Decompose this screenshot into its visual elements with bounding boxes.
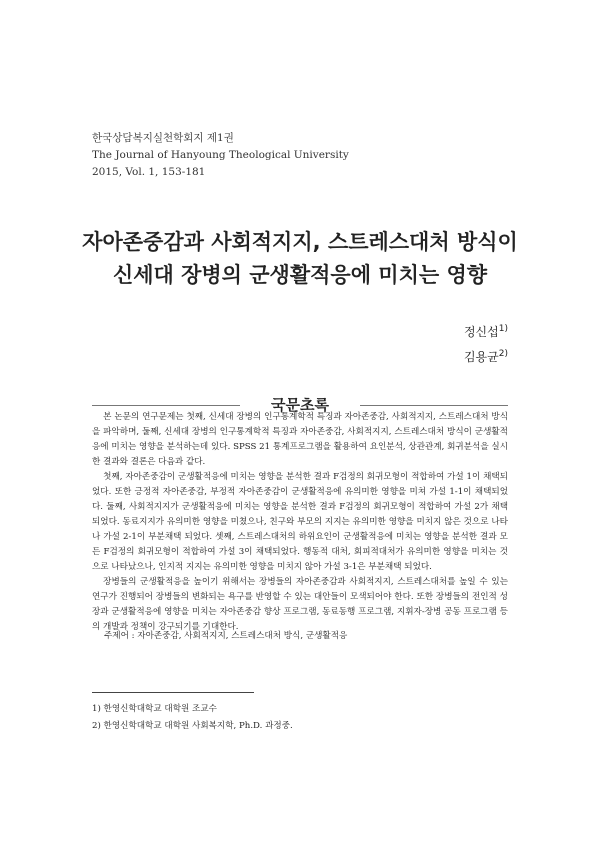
journal-header	[92, 130, 349, 181]
author-1	[464, 318, 508, 343]
abstract-heading-rule-right	[360, 405, 508, 406]
title-line-1: 자아존중감과 사회적지지, 스트레스대처 방식이	[82, 230, 518, 254]
author-1-note: 1)	[498, 324, 508, 334]
footnote-1: 1) 한영신학대학교 대학원 조교수	[92, 704, 217, 714]
footnote-rule	[92, 692, 254, 693]
abstract-heading-text: 국문초록	[271, 396, 329, 414]
author-list	[464, 318, 508, 368]
abstract-body	[92, 410, 508, 635]
abstract-paragraph-3: 장병들의 군생활적응을 높이기 위해서는 장병들의 자아존중감과 사회적지지, 스트레스대처를 높일 수 있는 연구가 진행되어 장병들의 변화되는 욕구를 반영할 수 있는 대안들이 모색되어야 한다. 또한 장병들의 전인적 성장과 군생활적응에 영향을 미치는 자아존중감 향상 프로그램, 동료동행 프로그램, 지휘자-장병 공동 프로그램 등의 개발과 정책이 강구되기를 기대한다.	[92, 577, 508, 632]
footnote-2: 2) 한영신학대학교 대학원 사회복지학, Ph.D. 과정중.	[92, 721, 293, 731]
author-2	[464, 343, 508, 368]
author-2-note: 2)	[498, 349, 508, 359]
abstract-paragraph-1: 본 논문의 연구문제는 첫째, 신세대 장병의 인구통계학적 특징과 자아존중감, 사회적지지, 스트레스대처 방식을 파악하며, 둘째, 신세대 장병의 인구통계학적 특징과 자아존중감, 사회적지지, 스트레스대처 방식이 군생활적응에 미치는 영향을 분석하는데 있다. SPSS 21 통계프로그램을 활용하여 요인분석, 상관관계, 회귀분석을 실시한 결과와 결론은 다음과 같다.	[92, 412, 508, 467]
keywords: 주제어 : 자아존중감, 사회적지지, 스트레스대처 방식, 군생활적응	[104, 631, 348, 641]
journal-citation: 2015, Vol. 1, 153-181	[92, 166, 206, 178]
abstract-paragraph-2: 첫째, 자아존중감이 군생활적응에 미치는 영향을 분석한 결과 F검정의 회귀모형이 적합하여 가설 1이 채택되었다. 또한 긍정적 자아존중감, 부정적 자아존중감이 군생활적응에 유의미한 영향을 미쳐 가설 1-1이 채택되었다. 둘째, 사회적지지가 군생활적응에 미치는 영향을 분석한 결과 F검정의 회귀모형이 적합하여 가설 2가 채택되었다. 동료지지가 유의미한 영향을 미쳤으나, 친구와 부모의 지지는 유의미한 영향을 미치지 않은 것으로 나타나 가설 2-1이 부분채택 되었다. 셋째, 스트레스대처의 하위요인이 군생활적응에 미치는 영향을 분석한 결과 모든 F검정의 회귀모형이 적합하여 가설 3이 채택되었다. 행동적 대처, 회피적대처가 유의미한 영향을 미치는 것으로 나타났으나, 인지적 지지는 유의미한 영향을 미치지 않아 가설 3-1은 부분채택 되었다.	[92, 472, 508, 572]
journal-english-name: The Journal of Hanyoung Theological University	[92, 149, 349, 161]
author-1-name: 정신섭	[463, 325, 499, 339]
paper-title	[60, 226, 540, 292]
title-line-2: 신세대 장병의 군생활적응에 미치는 영향	[112, 263, 488, 287]
journal-korean-name: 한국상담복지실천학회지 제1권	[92, 132, 234, 144]
footnotes	[92, 701, 293, 735]
author-2-name: 김용균	[463, 350, 499, 364]
